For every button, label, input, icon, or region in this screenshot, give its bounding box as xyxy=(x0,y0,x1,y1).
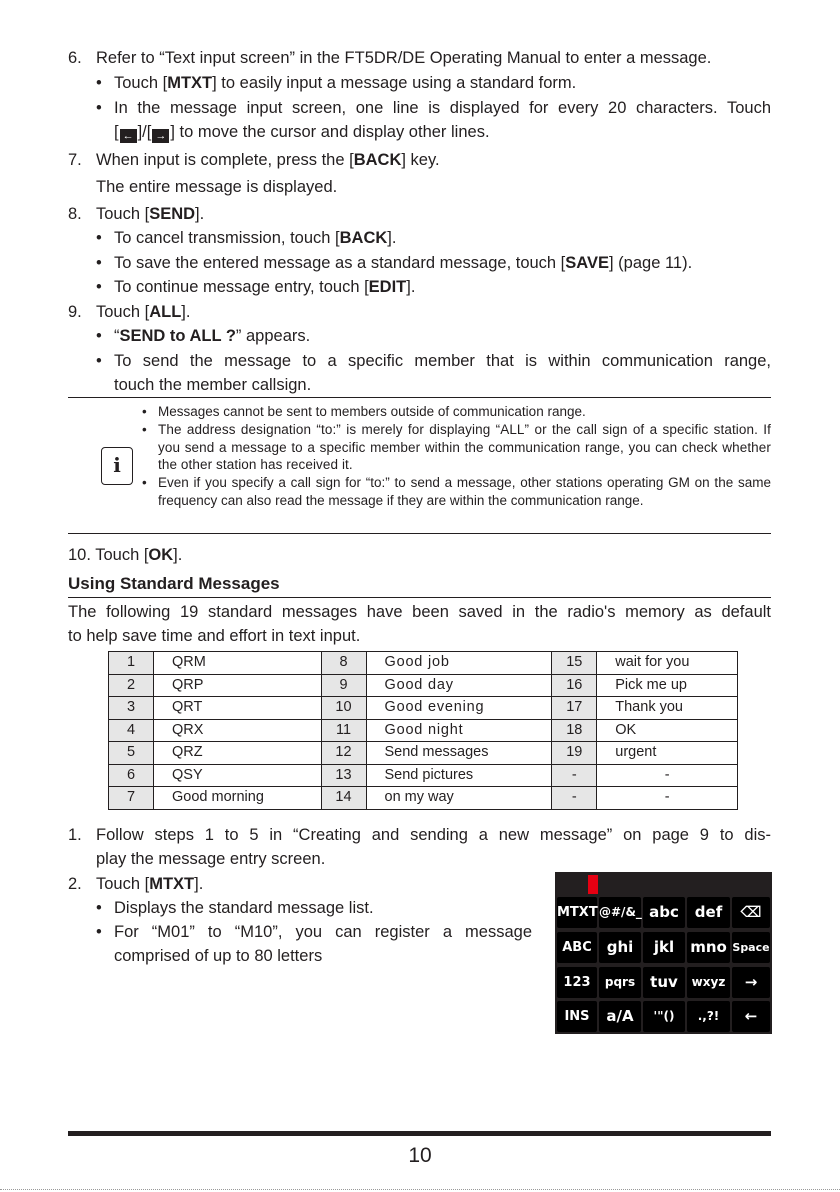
keyboard-key: .,?! xyxy=(687,1001,730,1032)
key-back: BACK xyxy=(353,151,402,169)
message-number-cell: 9 xyxy=(321,674,366,697)
key-send: SEND xyxy=(149,205,196,223)
keyboard-key: ghi xyxy=(599,932,641,963)
bottom-border xyxy=(0,1189,840,1190)
message-text-cell: Good morning xyxy=(154,787,322,810)
keyboard-key: → xyxy=(732,967,770,998)
bullet-icon: • xyxy=(96,352,102,370)
keyboard-screen xyxy=(555,872,772,1034)
message-text-cell: Thank you xyxy=(597,697,738,720)
message-text-cell: Good night xyxy=(366,719,552,742)
bullet-icon: • xyxy=(96,278,102,296)
message-number-cell: 17 xyxy=(552,697,597,720)
message-number-cell: 2 xyxy=(109,674,154,697)
message-text-cell: Good day xyxy=(366,674,552,697)
keyboard-key: '"() xyxy=(643,1001,685,1032)
message-text-cell: wait for you xyxy=(597,652,738,675)
section-intro-2: to help save time and effort in text input. xyxy=(68,627,361,645)
message-number-cell: 5 xyxy=(109,742,154,765)
bullet-icon: • xyxy=(96,899,102,917)
footer-rule xyxy=(68,1131,771,1136)
message-number-cell: - xyxy=(552,787,597,810)
message-text-cell: Good evening xyxy=(366,697,552,720)
bullet-icon: • xyxy=(96,99,102,117)
text-cursor xyxy=(588,875,598,894)
keyboard-key: def xyxy=(687,897,730,928)
bullet-icon: • xyxy=(96,923,102,941)
message-number-cell: 15 xyxy=(552,652,597,675)
message-number-cell: 3 xyxy=(109,697,154,720)
message-text-cell: - xyxy=(597,764,738,787)
keyboard-key: tuv xyxy=(643,967,685,998)
table-row xyxy=(109,764,738,787)
message-text-cell: Good job xyxy=(366,652,552,675)
message-text-cell: Pick me up xyxy=(597,674,738,697)
keyboard-key: ABC xyxy=(557,932,597,963)
message-number-cell: 11 xyxy=(321,719,366,742)
keyboard-key: INS xyxy=(557,1001,597,1032)
section-heading: Using Standard Messages xyxy=(68,574,280,593)
key-all: ALL xyxy=(149,303,182,321)
keyboard-key: a/A xyxy=(599,1001,641,1032)
table-row xyxy=(109,674,738,697)
message-text-cell: QRT xyxy=(154,697,322,720)
message-text-cell: QRP xyxy=(154,674,322,697)
message-number-cell: 13 xyxy=(321,764,366,787)
step-10: 10. Touch [OK]. xyxy=(68,546,183,564)
arrow-right-icon: → xyxy=(152,129,169,143)
table-row xyxy=(109,697,738,720)
keyboard-key: Space xyxy=(732,932,770,963)
table-row xyxy=(109,719,738,742)
info-icon: i xyxy=(101,447,133,485)
keyboard-key: mno xyxy=(687,932,730,963)
message-number-cell: - xyxy=(552,764,597,787)
key-ok: OK xyxy=(148,546,174,564)
heading-rule xyxy=(68,597,771,598)
message-text-cell: - xyxy=(597,787,738,810)
message-number-cell: 12 xyxy=(321,742,366,765)
keyboard-key: pqrs xyxy=(599,967,641,998)
message-number-cell: 1 xyxy=(109,652,154,675)
message-text-cell: QRZ xyxy=(154,742,322,765)
message-text-cell: urgent xyxy=(597,742,738,765)
message-text-cell: on my way xyxy=(366,787,552,810)
step-number: 6. xyxy=(68,49,82,67)
key-mtxt: MTXT xyxy=(149,875,195,893)
bullet-icon: • xyxy=(96,327,102,345)
message-number-cell: 6 xyxy=(109,764,154,787)
standard-messages-table xyxy=(108,651,738,810)
keyboard-key: jkl xyxy=(643,932,685,963)
keyboard-key: 123 xyxy=(557,967,597,998)
message-number-cell: 10 xyxy=(321,697,366,720)
bullet-icon: • xyxy=(96,254,102,272)
table-row xyxy=(109,652,738,675)
message-number-cell: 7 xyxy=(109,787,154,810)
message-number-cell: 19 xyxy=(552,742,597,765)
message-number-cell: 16 xyxy=(552,674,597,697)
table-row xyxy=(109,742,738,765)
keyboard-key: ← xyxy=(732,1001,770,1032)
bullet-icon: • xyxy=(96,74,102,92)
table-row xyxy=(109,787,738,810)
bullet-icon: • xyxy=(96,229,102,247)
keyboard-key: wxyz xyxy=(687,967,730,998)
message-number-cell: 4 xyxy=(109,719,154,742)
section-intro: The following 19 standard messages have been saved in the radio's memory as default xyxy=(68,603,771,621)
note-top-rule xyxy=(68,397,771,398)
keyboard-key: ⌫ xyxy=(732,897,770,928)
message-text-cell: QSY xyxy=(154,764,322,787)
keyboard-key: MTXT xyxy=(557,897,597,928)
step-7-subtext: The entire message is displayed. xyxy=(96,178,338,196)
message-text-cell: QRM xyxy=(154,652,322,675)
keyboard-key: @#/&_ xyxy=(599,897,641,928)
message-number-cell: 18 xyxy=(552,719,597,742)
key-mtxt: MTXT xyxy=(167,74,213,92)
note-bottom-rule xyxy=(68,533,771,534)
arrow-left-icon: ← xyxy=(120,129,137,143)
step-text: Refer to “Text input screen” in the FT5DR/DE Operating Manual to enter a message. xyxy=(96,49,712,67)
keyboard-key: abc xyxy=(643,897,685,928)
message-text-cell: Send messages xyxy=(366,742,552,765)
message-text-cell: QRX xyxy=(154,719,322,742)
message-text-cell: Send pictures xyxy=(366,764,552,787)
message-number-cell: 8 xyxy=(321,652,366,675)
page-number: 10 xyxy=(408,1144,432,1167)
message-number-cell: 14 xyxy=(321,787,366,810)
message-text-cell: OK xyxy=(597,719,738,742)
